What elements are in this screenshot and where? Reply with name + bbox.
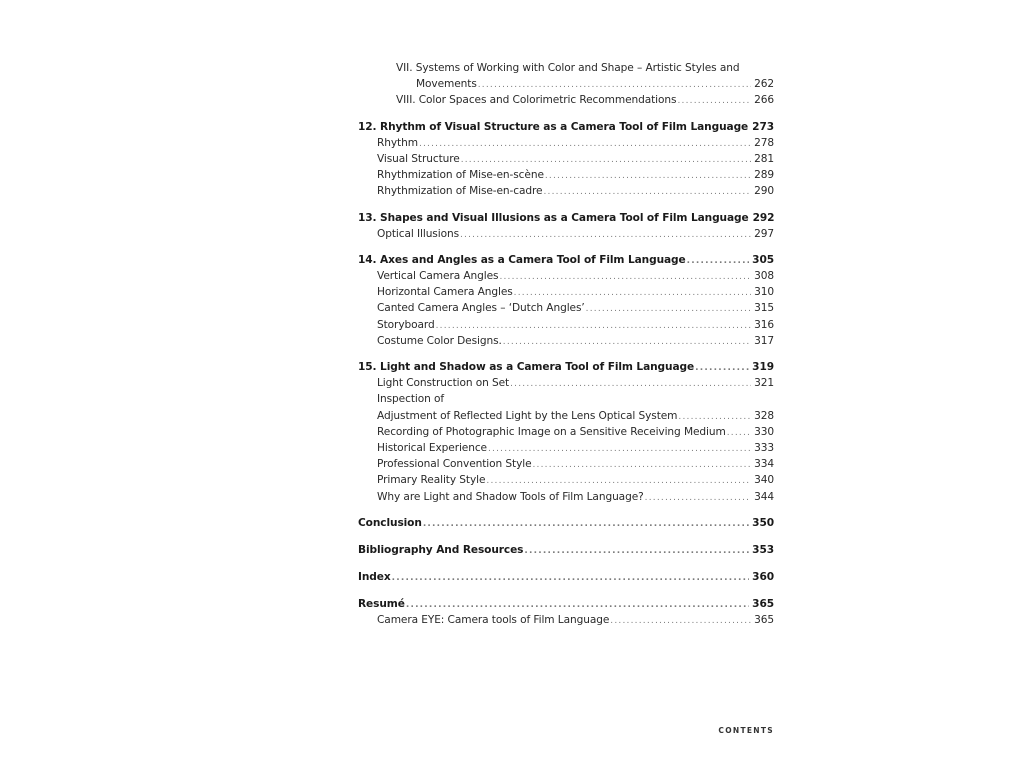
toc-leader-dots (478, 77, 751, 93)
toc-entry-page: 321 (754, 377, 774, 390)
toc-leader-dots (486, 473, 751, 489)
toc-chapter-page: 353 (752, 543, 774, 556)
toc-entry-title: VII. Systems of Working with Color and Shape – Artistic Styles and (396, 62, 740, 74)
toc-entry-page: 365 (754, 614, 774, 627)
toc-entry-title: Rhythmization of Mise-en-scène (377, 169, 544, 182)
toc-entry-title: Optical Illusions (377, 227, 459, 240)
toc-entry (358, 391, 774, 407)
toc-entry (358, 408, 774, 424)
toc-entry-title: Canted Camera Angles – ‘Dutch Angles’ (377, 302, 585, 315)
toc-entry-title: Visual Structure (377, 152, 460, 165)
toc-leader-dots (460, 227, 751, 243)
toc-entry (358, 456, 774, 472)
toc-entry (358, 92, 774, 108)
toc-entry-page: 266 (754, 94, 774, 107)
toc-entry (358, 135, 774, 151)
running-footer: CONTENTS (718, 726, 774, 735)
toc-entry-title: Costume Color Designs. (377, 334, 502, 347)
toc-leader-dots (678, 409, 751, 425)
toc-entry-title: Rhythm (377, 136, 418, 149)
toc-entry-title: Inspection of (377, 393, 444, 406)
toc-entry (358, 183, 774, 199)
toc-entry (358, 612, 774, 628)
toc-leader-dots (406, 597, 749, 613)
toc-entry-page: 330 (754, 425, 774, 438)
toc-leader-dots (543, 184, 751, 200)
toc-chapter-title: Index (358, 571, 391, 584)
toc-entry-page: 289 (754, 169, 774, 182)
toc-entry (358, 60, 774, 76)
toc-entry-page: 328 (754, 409, 774, 422)
toc-entry-title: Storyboard (377, 318, 435, 331)
toc-leader-dots (510, 376, 751, 392)
toc-leader-dots (610, 613, 751, 629)
toc-entry-title: Rhythmization of Mise-en-cadre (377, 185, 543, 198)
toc-leader-dots (533, 457, 752, 473)
toc-entry (358, 268, 774, 284)
toc-chapter-page: 273 (752, 120, 774, 133)
toc-chapter-title: 14. Axes and Angles as a Camera Tool of Film Language (358, 253, 686, 266)
toc-entry-title: Movements (416, 78, 477, 91)
toc-leader-dots (727, 425, 751, 441)
toc-chapter (358, 515, 774, 531)
toc-leader-dots (499, 269, 751, 285)
toc-leader-dots (436, 318, 752, 334)
toc-entry-title: Why are Light and Shadow Tools of Film Language? (377, 490, 644, 503)
toc-entry (358, 76, 774, 92)
toc-entry-page: 297 (754, 227, 774, 240)
toc-entry-title: Professional Convention Style (377, 458, 532, 471)
toc-leader-dots (488, 441, 751, 457)
toc-chapter-page: 350 (752, 516, 774, 529)
toc-leader-dots (392, 570, 750, 586)
toc-chapter-title: Bibliography And Resources (358, 543, 524, 556)
toc-entry-title: VIII. Color Spaces and Colorimetric Recommendations (396, 94, 677, 107)
toc-chapter-page: 292 (752, 211, 775, 224)
toc-leader-dots (586, 301, 751, 317)
toc-entry (358, 375, 774, 391)
toc-entry-page: 281 (754, 152, 774, 165)
toc-leader-dots (677, 93, 751, 109)
toc-entry-page: 333 (754, 441, 774, 454)
toc-chapter-title: 15. Light and Shadow as a Camera Tool of Film Language (358, 361, 695, 373)
toc-leader-dots (503, 334, 751, 350)
toc-chapter (358, 119, 774, 135)
toc-chapter-title: 13. Shapes and Visual Illusions as a Camera Tool of Film Language (358, 211, 749, 224)
toc-leader-dots (645, 490, 751, 506)
toc-entry-page: 344 (754, 490, 774, 503)
toc-chapter-title: Conclusion (358, 516, 422, 529)
table-of-contents (358, 60, 774, 629)
toc-entry-page: 278 (754, 136, 774, 149)
toc-entry-title: Primary Reality Style (377, 474, 486, 487)
toc-entry-title: Adjustment of Reflected Light by the Lens Optical System (377, 409, 678, 422)
toc-entry-title: Vertical Camera Angles (377, 270, 499, 283)
toc-chapter-page: 319 (752, 361, 774, 373)
toc-entry-page: 316 (754, 318, 774, 331)
toc-chapter (358, 542, 774, 558)
toc-chapter-title: 12. Rhythm of Visual Structure as a Camera Tool of Film Language (358, 120, 749, 133)
toc-entry (358, 151, 774, 167)
toc-entry-title: Historical Experience (377, 441, 487, 454)
toc-chapter (358, 210, 774, 226)
toc-leader-dots (545, 168, 751, 184)
toc-entry-page: 310 (754, 286, 774, 299)
toc-entry-page: 308 (754, 270, 774, 283)
toc-chapter (358, 569, 774, 585)
toc-entry (358, 472, 774, 488)
toc-entry-page: 262 (754, 78, 774, 91)
toc-entry-title: Horizontal Camera Angles (377, 286, 513, 299)
toc-entry (358, 226, 774, 242)
toc-entry (358, 284, 774, 300)
toc-entry-title: Light Construction on Set (377, 377, 510, 390)
toc-leader-dots (514, 285, 751, 301)
toc-entry-page: 340 (754, 474, 774, 487)
toc-entry-title: Recording of Photographic Image on a Sensitive Receiving Medium (377, 425, 726, 438)
toc-leader-dots (695, 360, 749, 376)
toc-chapter (358, 252, 774, 268)
toc-entry (358, 167, 774, 183)
toc-chapter-page: 305 (752, 253, 774, 266)
toc-entry-page: 317 (754, 334, 774, 347)
toc-entry-page: 290 (754, 185, 774, 198)
toc-entry (358, 440, 774, 456)
toc-chapter (358, 359, 774, 375)
toc-entry-title: Camera EYE: Camera tools of Film Language (377, 614, 610, 627)
toc-entry-page: 315 (754, 302, 774, 315)
toc-leader-dots (687, 253, 750, 269)
toc-entry (358, 424, 774, 440)
toc-chapter-page: 365 (752, 598, 774, 611)
toc-leader-dots (419, 136, 751, 152)
toc-entry (358, 489, 774, 505)
toc-leader-dots (524, 543, 749, 559)
toc-entry (358, 317, 774, 333)
toc-leader-dots (423, 516, 749, 532)
toc-entry (358, 333, 774, 349)
toc-chapter (358, 596, 774, 612)
toc-chapter-title: Resumé (358, 598, 405, 611)
toc-chapter-page: 360 (752, 571, 774, 584)
toc-leader-dots (461, 152, 751, 168)
toc-entry-page: 334 (754, 458, 774, 471)
toc-entry (358, 300, 774, 316)
